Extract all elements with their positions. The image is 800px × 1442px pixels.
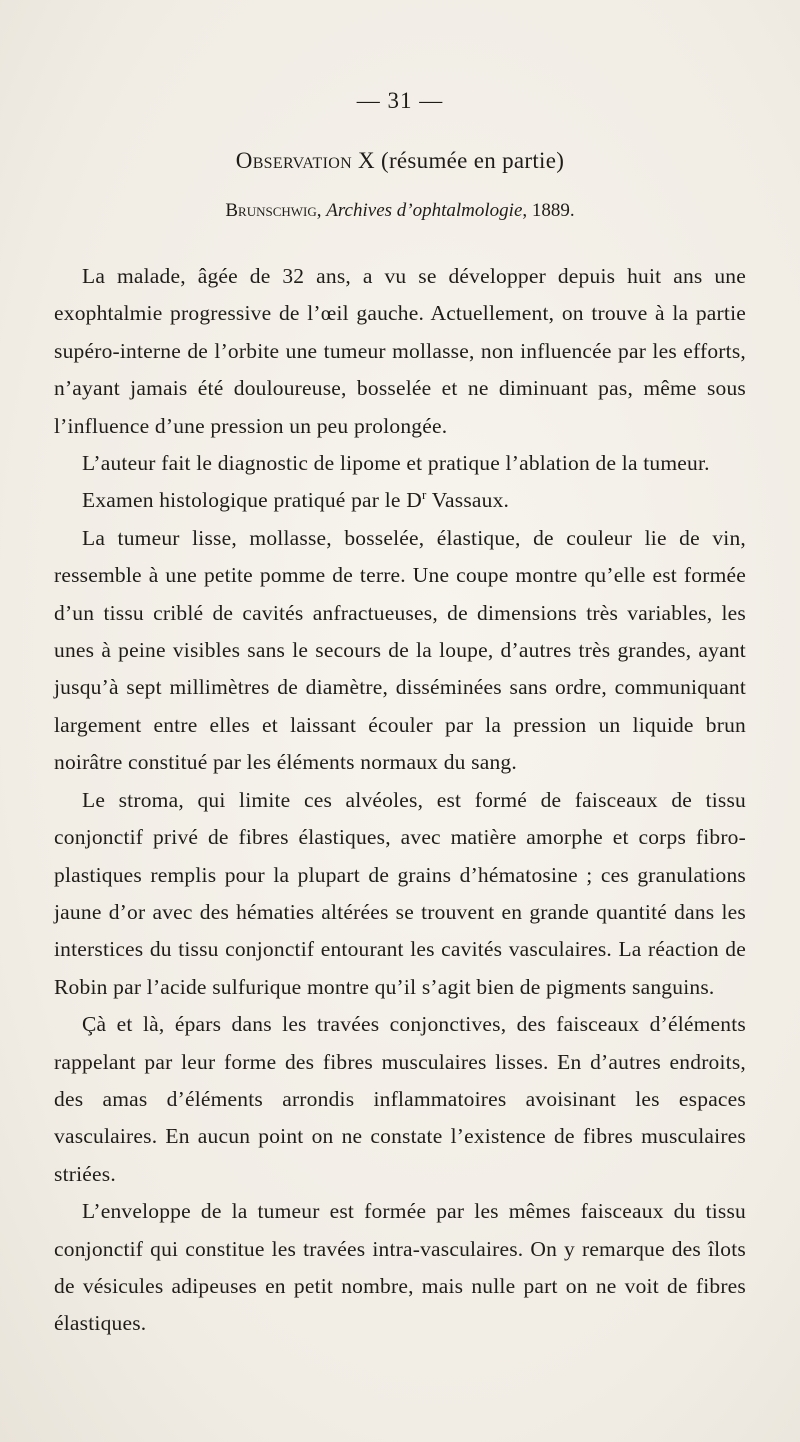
heading-number: X [358, 148, 375, 173]
paragraph-diagnosis: L’auteur fait le diagnostic de lipome et pratique l’ablation de la tumeur. [82, 451, 710, 476]
exam-name: Vassaux. [431, 488, 510, 513]
source-author: Brunschwig [225, 200, 317, 221]
exam-sup: r [421, 487, 427, 503]
paragraph-tumor: La tumeur lisse, mollasse, bosselée, élastique, de couleur lie de vin, ressemble à une petite pomme de terre. Une coupe montre qu’elle est formée d’un tissu criblé de cavités anfractueuses, de dimensions très variables, les unes à peine visibles sans le secours de la loupe, d’autres très grandes, ayant jusqu’à sept millimètres de diamètre, disséminées sans ordre, communiquant largement entre elles et laissant écouler par la pression un liquide brun noirâtre constitué par les éléments normaux du sang. [54, 525, 746, 775]
observation-heading [0, 148, 800, 174]
heading-label: Observation [235, 148, 352, 173]
source-citation: Brunschwig, Archives d’ophtalmologie, 1889. [225, 200, 575, 221]
paragraph-elements: Çà et là, épars dans les travées conjonctives, des faisceaux d’éléments rappelant par leur forme des fibres musculaires lisses. En d’autres endroits, des amas d’éléments arrondis inflammatoires avoisinant les espaces vasculaires. En aucun point on ne constate l’existence de fibres musculaires striées. [54, 1012, 746, 1186]
exam-text: Examen histologique pratiqué par le D [82, 488, 422, 513]
heading-note: (résumée en partie) [380, 148, 565, 173]
paragraph-stroma: Le stroma, qui limite ces alvéoles, est formé de faisceaux de tissu conjonctif privé de fibres élastiques, avec matière amorphe et corps fibro-plastiques remplis pour la plupart de grains d’hématosine ; ces granulations jaune d’or avec des hématies altérées se trouvent en grande quantité dans les interstices du tissu conjonctif entourant les cavités vasculaires. La réaction de Robin par l’acide sulfurique montre qu’il s’agit bien de pigments sanguins. [54, 787, 746, 999]
paragraph-envelope: L’enveloppe de la tumeur est formée par les mêmes faisceaux du tissu conjonctif qui constitue les travées intra-vasculaires. On y remarque des îlots de vésicules adipeuses en petit nombre, mais nulle part on ne voit de fibres élastiques. [54, 1199, 746, 1336]
source-journal: Archives d’ophtalmologie [326, 200, 523, 221]
paragraph-exam [54, 482, 746, 519]
body-text [54, 258, 746, 1343]
source-year: 1889. [531, 200, 575, 221]
page-number: — 31 — [356, 88, 444, 113]
paragraph-case: La malade, âgée de 32 ans, a vu se développer depuis huit ans une exophtalmie progressive de l’œil gauche. Actuellement, on trouve à la partie supéro-interne de l’orbite une tumeur mollasse, non influencée par les efforts, n’ayant jamais été douloureuse, bosselée et ne diminuant pas, même sous l’influence d’une pression un peu prolongée. [54, 264, 746, 438]
